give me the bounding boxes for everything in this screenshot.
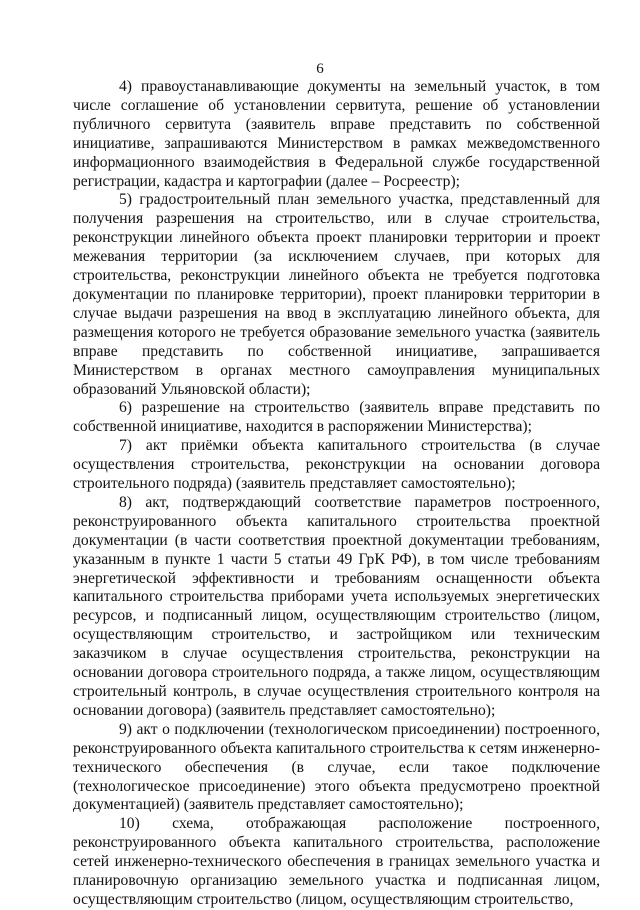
paragraph-item-4: 4) правоустанавливающие документы на земельный участок, в том числе соглашение об установлении сервитута, решение об установлении публичного сервитута (заявитель вправе представить по собственной инициативе, запрашиваются Министерством в рамках межведомственного информационного взаимодействия в Федеральной службе государственной регистрации, кадастра и картографии (далее – Росреестр); xyxy=(73,78,600,190)
document-body xyxy=(73,78,600,910)
paragraph-item-5: 5) градостроительный план земельного участка, представленный для получения разрешения на строительство, или в случае строительства, реконструкции линейного объекта проект планировки территории и проект межевания территории (за исключением случаев, при которых для строительства, реконструкции линейного объекта не требуется подготовка документации по планировке территории), проект планировки территории в случае выдачи разрешения на ввод в эксплуатацию линейного объекта, для размещения которого не требуется образование земельного участка (заявитель вправе представить по собственной инициативе, запрашивается Министерством в органах местного самоуправления муниципальных образований Ульяновской области); xyxy=(73,191,600,398)
paragraph-item-10: 10) схема, отображающая расположение построенного, реконструированного объекта капитального строительства, расположение сетей инженерно-технического обеспечения в границах земельного участка и планировочную организацию земельного участка и подписанная лицом, осуществляющим строительство (лицом, осуществляющим строительство, xyxy=(73,815,600,908)
paragraph-item-7: 7) акт приёмки объекта капитального строительства (в случае осуществления строительства, реконструкции на основании договора строительного подряда) (заявитель представляет самостоятельно); xyxy=(73,437,600,493)
paragraph-item-9: 9) акт о подключении (технологическом присоединении) построенного, реконструированного объекта капитального строительства к сетям инженерно-технического обеспечения (в случае, если такое подключение (технологическое присоединение) этого объекта предусмотрено проектной документацией) (заявитель представляет самостоятельно); xyxy=(73,720,600,814)
page-number: 6 xyxy=(316,61,324,77)
paragraph-item-8: 8) акт, подтверждающий соответствие параметров построенного, реконструированного объекта капитального строительства проектной документации (в части соответствия проектной документации требованиям, указанным в пункте 1 части 5 статьи 49 ГрК РФ), в том числе требованиям энергетической эффективности и требованиям оснащенности объекта капитального строительства приборами учета используемых энергетических ресурсов, и подписанный лицом, осуществляющим строительство (лицом, осуществляющим строительство, и застройщиком или техническим заказчиком в случае осуществления строительства, реконструкции на основании договора строительного подряда, а также лицом, осуществляющим строительный контроль, в случае осуществления строительного контроля на основании договора) (заявитель представляет самостоятельно); xyxy=(73,493,600,719)
paragraph-item-6: 6) разрешение на строительство (заявитель вправе представить по собственной инициативе, находится в распоряжении Министерства); xyxy=(73,399,600,436)
